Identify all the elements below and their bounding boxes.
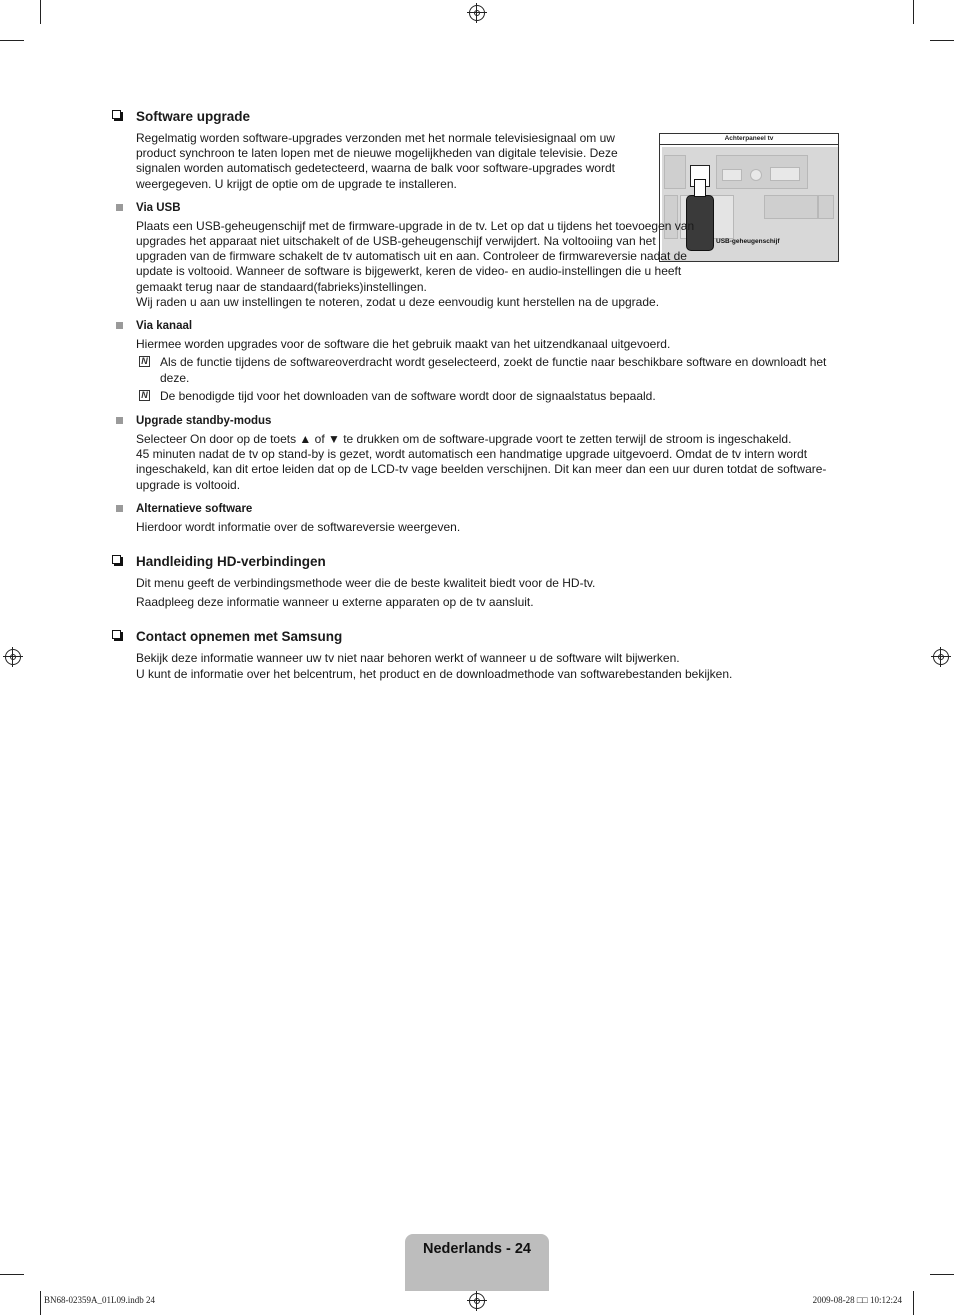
note-text: Als de functie tijdens de softwareoverdracht wordt geselecteerd, zoekt de functie naar beschikbare software en downloadt het deze. (160, 355, 827, 385)
print-file-info: BN68-02359A_01L09.indb 24 (44, 1295, 155, 1305)
via-kanaal-text: Hiermee worden upgrades voor de software die het gebruik maakt van het uitzendkanaal uitgevoerd. (136, 337, 671, 352)
subsection-title-standby (112, 414, 842, 428)
subsection-title-alternative (112, 502, 842, 516)
section-title-text: Contact opnemen met Samsung (136, 629, 343, 645)
square-bullet-icon (116, 204, 123, 211)
section-title-text: Handleiding HD-verbindingen (136, 554, 326, 570)
via-usb-text: Plaats een USB-geheugenschijf met de firmware-upgrade in de tv. Let op dat u tijdens het toevoegen van upgrades het apparaat niet uitschakelt of de USB-geheugenschijf verwijdert. Na voltooiing van het upgraden van de firmware schakelt de tv automatisch uit en aan. Controleer de firmwareversie nadat de update is voltooid. Wanneer de software is bijgewerkt, keren de video- en audio-instellingen die u heeft gemaakt terug naar de standaard(fabrieks)instellingen. (136, 218, 695, 294)
note-icon: N (139, 390, 150, 401)
crop-mark (40, 0, 41, 24)
checkbox-bullet-icon (112, 630, 121, 639)
crop-mark (0, 40, 24, 41)
page-number-tab (405, 1234, 549, 1291)
section-title-text: Software upgrade (136, 109, 251, 124)
subsection-title-text: Via kanaal (136, 320, 193, 333)
section-title-hd-connections (112, 553, 842, 570)
checkbox-bullet-icon (112, 110, 121, 119)
main-content (112, 108, 842, 682)
contact-text-1: Bekijk deze informatie wanneer uw tv niet naar behoren werkt of wanneer u de software wilt bijwerken. (136, 651, 680, 666)
section-title-contact-samsung (112, 628, 842, 645)
registration-mark-icon (469, 5, 485, 21)
standby-text-1: Selecteer On door op de toets ▲ of ▼ te drukken om de software-upgrade voort te zetten terwijl de stroom is ingeschakeld. (136, 432, 792, 447)
note-item (112, 355, 842, 386)
crop-mark (930, 40, 954, 41)
crop-mark (40, 1291, 41, 1315)
section-title-software-upgrade (112, 108, 842, 125)
hd-text-1: Dit menu geeft de verbindingsmethode weer die de beste kwaliteit biedt voor de HD-tv. (136, 576, 596, 591)
subsection-title-text: Via USB (136, 201, 181, 214)
contact-text-2: U kunt de informatie over het belcentrum, het product en de downloadmethode van softwarebestanden bekijken. (136, 666, 733, 681)
square-bullet-icon (116, 322, 123, 329)
crop-mark (913, 0, 914, 24)
note-item (112, 389, 842, 405)
standby-text-2: 45 minuten nadat de tv op stand-by is gezet, wordt automatisch een handmatige upgrade uitgevoerd. Omdat de tv intern wordt ingeschakeld, kan dit ertoe leiden dat op de LCD-tv vage beelden verschijnen. Dit kan meer dan een uur duren totdat de software-upgrade is voltooid. (136, 447, 827, 492)
registration-mark-icon (933, 649, 949, 665)
subsection-title-text: Upgrade standby-modus (136, 415, 272, 428)
note-icon: N (139, 356, 150, 367)
hd-text-2: Raadpleeg deze informatie wanneer u externe apparaten op de tv aansluit. (136, 595, 534, 610)
registration-mark-icon (5, 649, 21, 665)
crop-mark (0, 1274, 24, 1275)
subsection-title-via-kanaal (112, 319, 842, 333)
square-bullet-icon (116, 505, 123, 512)
alternative-text: Hierdoor wordt informatie over de softwareversie weergeven. (136, 519, 461, 534)
intro-text: Regelmatig worden software-upgrades verzonden met het normale televisiesignaal om uw product synchroon te laten lopen met de nieuwe mogelijkheden van digitale televisie. Deze signalen worden automatisch gedetecteerd, waarna de balk voor software-upgrades wordt weergegeven. U krijgt de optie om de upgrade te installeren. (136, 131, 618, 191)
note-text: De benodigde tijd voor het downloaden van de software wordt door de signaalstatus bepaald. (160, 389, 656, 404)
figure-caption: Achterpaneel tv (724, 135, 774, 142)
crop-mark (913, 1291, 914, 1315)
usb-stick-label: USB-geheugenschijf (716, 238, 780, 245)
square-bullet-icon (116, 417, 123, 424)
via-usb-text-2: Wij raden u aan uw instellingen te noteren, zodat u deze eenvoudig kunt herstellen na de upgrade. (136, 294, 660, 309)
checkbox-bullet-icon (112, 555, 121, 564)
registration-mark-icon (469, 1293, 485, 1309)
subsection-title-via-usb (112, 201, 842, 215)
print-timestamp: 2009-08-28 □□ 10:12:24 (812, 1295, 902, 1305)
subsection-title-text: Alternatieve software (136, 502, 253, 515)
page-number: Nederlands - 24 (423, 1241, 531, 1257)
crop-mark (930, 1274, 954, 1275)
